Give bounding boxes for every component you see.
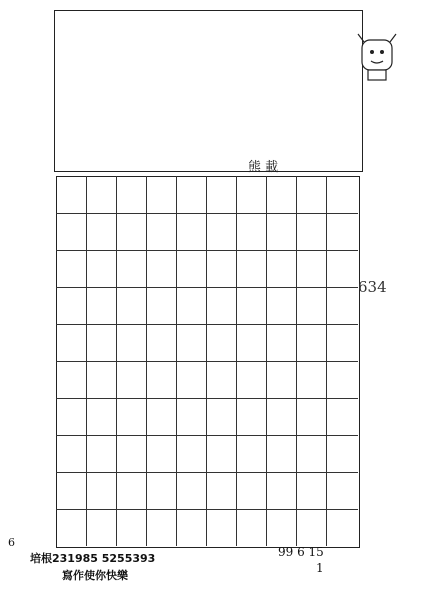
footer-slogan: 寫作使你快樂 (62, 569, 128, 582)
essay-title: 熊 載 (248, 160, 279, 175)
mascot-sticker-icon (354, 30, 400, 84)
score-number: 634 (358, 278, 387, 296)
writing-grid (56, 176, 360, 548)
grid-row-line (56, 287, 358, 288)
grid-row-line (56, 361, 358, 362)
corner-mark: 6 (8, 536, 15, 549)
grid-row-line (56, 472, 358, 473)
title-box (54, 10, 363, 172)
grid-row-line (56, 398, 358, 399)
grid-row-line (56, 509, 358, 510)
footer-contact: 培根231985 5255393 (30, 552, 156, 565)
grid-row-line (56, 435, 358, 436)
page-number: 1 (316, 561, 324, 575)
grid-row-line (56, 250, 358, 251)
grid-row-line (56, 324, 358, 325)
date-stamp: 99 6 15 (278, 545, 324, 559)
grid-row-line (56, 213, 358, 214)
